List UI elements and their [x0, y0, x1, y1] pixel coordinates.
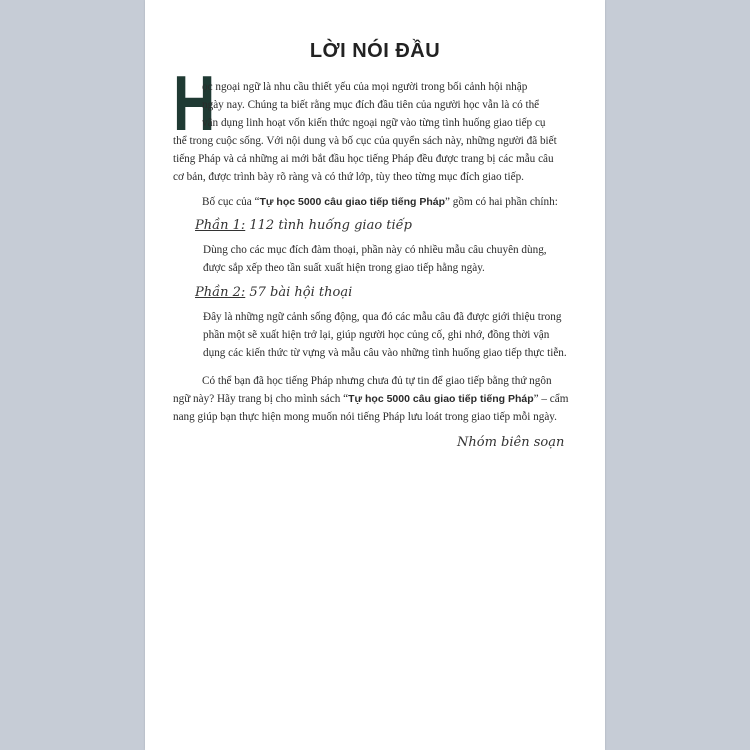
part2-line-2: phần một sẽ xuất hiện trở lại, giúp người học củng cố, ghi nhớ, đồng thời vận: [203, 329, 550, 341]
intro-line-1: ọc ngoại ngữ là nhu cầu thiết yếu của mọi người trong bối cảnh hội nhập: [202, 81, 528, 93]
structure-suffix: ” gồm có hai phần chính:: [445, 196, 558, 208]
part2-label: Phần 2:: [195, 285, 246, 300]
part2-line-1: Đây là những ngữ cảnh sống động, qua đó các mẫu câu đã được giới thiệu trong: [203, 311, 562, 323]
structure-book-title: Tự học 5000 câu giao tiếp tiếng Pháp: [259, 196, 446, 208]
part1-heading: [195, 218, 412, 233]
intro-line-5: tiếng Pháp và cả những ai mới bắt đầu học tiếng Pháp đều được trang bị các mẫu câu: [173, 153, 554, 165]
book-page: [145, 0, 605, 750]
intro-line-6: cơ bản, được trình bày rõ ràng và có thứ lớp, tùy theo từng mục đích giao tiếp.: [173, 171, 524, 183]
page-title: LỜI NÓI ĐẦU: [309, 40, 441, 62]
drop-cap: H: [173, 59, 216, 147]
closing-line-2-post: ” – cẩm: [533, 393, 569, 405]
closing-line-1: Có thể bạn đã học tiếng Pháp nhưng chưa đủ tự tin để giao tiếp bằng thứ ngôn: [202, 375, 552, 387]
part1-line-1: Dùng cho các mục đích đàm thoại, phần này có nhiều mẫu câu chuyên dùng,: [203, 244, 547, 256]
structure-prefix: Bố cục của “: [202, 196, 260, 208]
part2-text: [203, 308, 578, 362]
intro-indented-lines: [202, 78, 578, 132]
part2-line-3: dụng các kiến thức từ vựng và mẫu câu vào những tình huống giao tiếp thực tiễn.: [203, 347, 567, 359]
intro-line-2: ngày nay. Chúng ta biết rằng mục đích đầu tiên của người học vẫn là có thể: [202, 99, 540, 111]
closing-line-2-pre: ngữ này? Hãy trang bị cho mình sách “: [173, 393, 349, 405]
signature: Nhóm biên soạn: [457, 435, 565, 450]
structure-paragraph: [202, 193, 578, 211]
closing-paragraph: [173, 372, 578, 426]
part1-title: 112 tình huống giao tiếp: [245, 218, 413, 233]
part1-text: [203, 241, 578, 277]
part2-title: 57 bài hội thoại: [245, 285, 353, 300]
part1-label: Phần 1:: [195, 218, 246, 233]
intro-full-lines: [173, 132, 578, 186]
closing-book-title: Tự học 5000 câu giao tiếp tiếng Pháp: [348, 393, 534, 405]
intro-line-4: thể trong cuộc sống. Với nội dung và bố cục của quyển sách này, những người đã biết: [173, 135, 557, 147]
intro-line-3: vận dụng linh hoạt vốn kiến thức ngoại ngữ vào từng tình huống giao tiếp cụ: [202, 117, 546, 129]
closing-line-3: nang giúp bạn thực hiện mong muốn nói tiếng Pháp lưu loát trong giao tiếp mỗi ngày.: [173, 411, 557, 423]
part2-heading: [195, 285, 352, 300]
part1-line-2: được sắp xếp theo tần suất xuất hiện trong giao tiếp hằng ngày.: [203, 262, 485, 274]
